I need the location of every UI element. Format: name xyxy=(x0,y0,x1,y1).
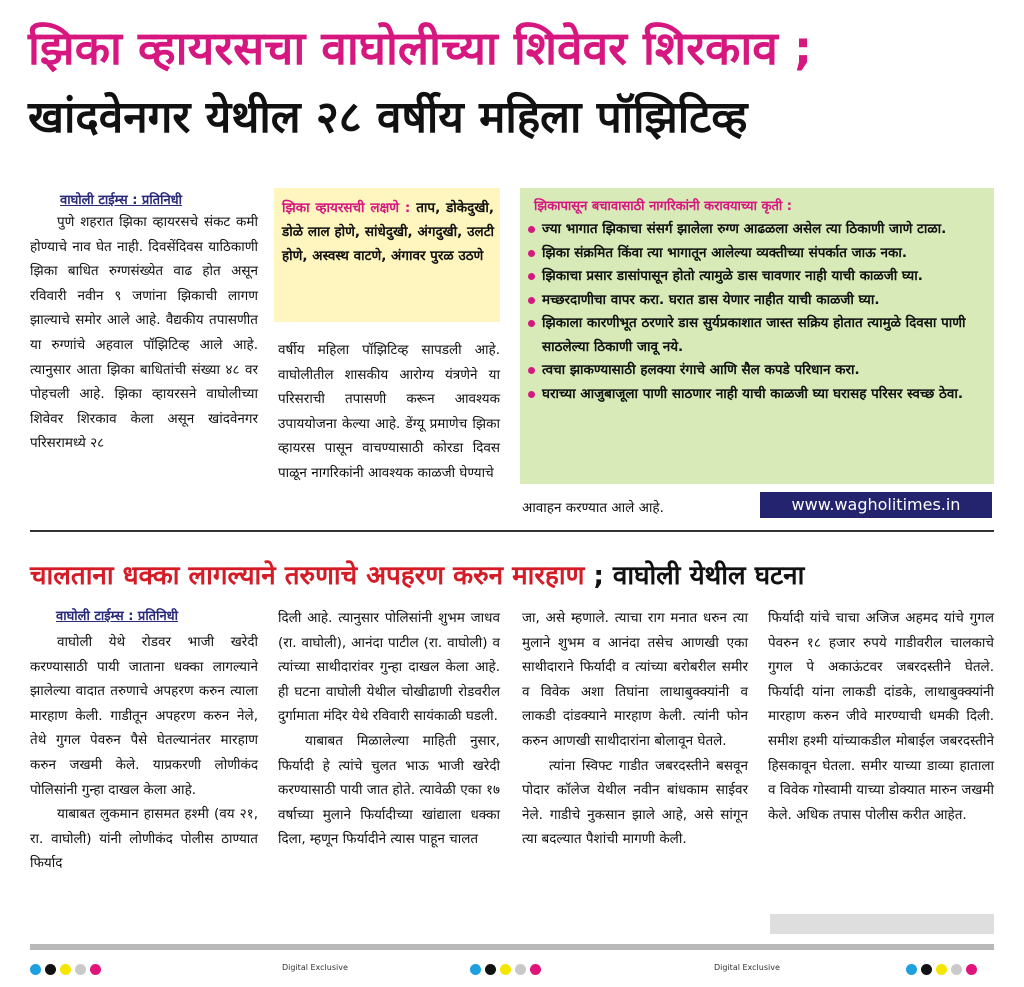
prevention-item: घराच्या आजुबाजूला पाणी साठणार नाही याची काळजी घ्या घरासह परिसर स्वच्छ ठेवा. xyxy=(528,383,984,407)
website-url[interactable]: www.wagholitimes.in xyxy=(760,492,992,518)
yellow-mark xyxy=(936,964,947,975)
prevention-title: झिकापासून बचावासाठी नागरिकांनी करावयाच्या कृती : xyxy=(534,199,792,214)
story2-col1-para1: वाघोली येथे रोडवर भाजी खरेदी करण्यासाठी पायी जाताना धक्का लागल्याने झालेल्या वादात तरुणाचे अपहरण करुन त्याला मारहाण केली. गाडीतून अपहरण करुन नेले, तेथे गुगल पेवरुन पैसे घेतल्यानंतर मारहाण करुन जखमी केले. याप्रकरणी लोणीकंद पोलिसांनी गुन्हा दाखल केला आहे. xyxy=(30,634,258,798)
footer-bar xyxy=(30,944,994,950)
prevention-box xyxy=(520,188,994,484)
story2-column-4 xyxy=(768,606,994,827)
symptoms-text-block xyxy=(282,196,494,268)
prevention-item: झिकाचा प्रसार डासांपासून होतो त्यामुळे डास चावणार नाही याची काळजी घ्या. xyxy=(528,265,984,289)
cyan-mark xyxy=(906,964,917,975)
main-headline-line2: खांदवेनगर येथील २८ वर्षीय महिला पॉझिटिव्ह xyxy=(28,92,748,143)
story2-col1-para2: याबाबत लुकमान हासमत हश्मी (वय २१, रा. वाघोली) यांनी लोणीकंद पोलीस ठाण्यात फिर्याद xyxy=(30,806,258,872)
story2-headline-sub: ; वाघोली येथील घटना xyxy=(593,561,805,591)
story1-col1-text: पुणे शहरात झिका व्हायरसचे संकट कमी होण्याचे नाव घेत नाही. दिवसेंदिवस याठिकाणी झिका बाधित रुग्णसंख्येत वाढ होत असून रविवारी नवीन ९ जणांना झिकाची लागण झाल्याचे समोर आले आहे. वैद्यकीय तपासणीत या रुग्णांचे अहवाल पॉझिटिव्ह आले आहे. त्यानुसार आता झिका बाधितांची संख्या ४८ वर पोहचली आहे. झिका व्हायरसने वाघोलीच्या शिवेवर शिरकाव केला असून खांदवेनगर परिसरामध्ये २८ xyxy=(30,214,258,452)
print-marks-left xyxy=(30,960,105,979)
symptoms-label: झिका व्हायरसची लक्षणे : xyxy=(282,200,411,216)
blank-ad-slot xyxy=(770,914,994,934)
bullet-icon xyxy=(528,297,535,304)
story2-column-1 xyxy=(30,630,258,876)
story2-col2-para1: दिली आहे. त्यानुसार पोलिसांनी शुभम जाधव (रा. वाघोली), आनंदा पाटील (रा. वाघोली) व त्यांच्या साथीदारांवर गुन्हा दाखल केला आहे. ही घटना वाघोली येथील चोखीढाणी रोडवरील दुर्गामाता मंदिर येथे रविवारी सायंकाळी घडली. xyxy=(278,610,500,725)
prevention-item: ज्या भागात झिकाचा संसर्ग झालेला रुग्ण आढळला असेल त्या ठिकाणी जाणे टाळा. xyxy=(528,218,984,242)
print-marks-center xyxy=(470,960,545,979)
prevention-item: मच्छरदाणीचा वापर करा. घरात डास येणार नाहीत याची काळजी घ्या. xyxy=(528,289,984,313)
symptoms-box xyxy=(274,188,500,322)
prevention-item: झिकाला कारणीभूत ठरणारे डास सुर्यप्रकाशात जास्त सक्रिय होतात त्यामुळे दिवसा पाणी साठलेल्या ठिकाणी जावू नये. xyxy=(528,312,984,359)
footer-label-left: Digital Exclusive xyxy=(282,963,348,972)
black-mark xyxy=(485,964,496,975)
symptoms-list: ताप, डोकेदुखी, डोळे लाल होणे, सांधेदुखी, अंगदुखी, उलटी होणे, अस्वस्थ वाटणे, अंगावर पुरळ उठणे xyxy=(282,200,494,264)
prevention-item: झिका संक्रमित किंवा त्या भागातून आलेल्या व्यक्तीच्या संपर्कात जाऊ नका. xyxy=(528,242,984,266)
story2-column-3 xyxy=(522,606,748,852)
bullet-icon xyxy=(528,250,535,257)
cyan-mark xyxy=(470,964,481,975)
yellow-mark xyxy=(60,964,71,975)
story1-byline: वाघोली टाईम्स : प्रतिनिधी xyxy=(60,193,183,208)
bullet-icon xyxy=(528,367,535,374)
bullet-icon xyxy=(528,391,535,398)
story2-column-2 xyxy=(278,606,500,852)
prevention-list xyxy=(528,218,984,406)
magenta-mark xyxy=(966,964,977,975)
magenta-mark xyxy=(530,964,541,975)
prevention-item: त्वचा झाकण्यासाठी हलक्या रंगाचे आणि सैल कपडे परिधान करा. xyxy=(528,359,984,383)
story2-headline-main: चालताना धक्का लागल्याने तरुणाचे अपहरण करुन मारहाण xyxy=(30,561,585,591)
black-mark xyxy=(921,964,932,975)
magenta-mark xyxy=(90,964,101,975)
black-mark xyxy=(45,964,56,975)
story2-headline xyxy=(30,558,804,594)
gray-mark xyxy=(515,964,526,975)
story1-column-1 xyxy=(30,210,258,456)
story2-col2-para2: याबाबत मिळालेल्या माहिती नुसार, फिर्यादी हे त्यांचे चुलत भाऊ भाजी खरेदी करण्यासाठी पायी जात होते. त्यावेळी एका १७ वर्षाच्या मुलाने फिर्यादीच्या खांद्याला धक्का दिला, म्हणून फिर्यादीने त्यास पाहून चालत xyxy=(278,732,500,848)
yellow-mark xyxy=(500,964,511,975)
story2-byline: वाघोली टाईम्स : प्रतिनिधी xyxy=(56,609,179,624)
gray-mark xyxy=(951,964,962,975)
bullet-icon xyxy=(528,273,535,280)
story1-col2-text: वर्षीय महिला पॉझिटिव्ह सापडली आहे. वाघोलीतील शासकीय आरोग्य यंत्रणेने या परिसराची तपासणी करून आवश्यक उपाययोजना केल्या आहे. डेंग्यू प्रमाणेच झिका व्हायरस पासून वाचण्यासाठी कोरडा दिवस पाळून नागरिकांनी आवश्यक काळजी घेण्याचे xyxy=(278,342,500,481)
gray-mark xyxy=(75,964,86,975)
cyan-mark xyxy=(30,964,41,975)
print-marks-right xyxy=(906,960,981,979)
section-divider xyxy=(30,530,994,532)
main-headline-line1: झिका व्हायरसचा वाघोलीच्या शिवेवर शिरकाव ; xyxy=(28,21,813,75)
bullet-icon xyxy=(528,226,535,233)
story2-col3-para2: त्यांना स्विफ्ट गाडीत जबरदस्तीने बसवून पोदार कॉलेज येथील नवीन बांधकाम साईवर नेले. गाडीचे नुकसान झाले आहे, असे सांगून त्या बदल्यात पैशांची मागणी केली. xyxy=(522,757,748,848)
story2-col4-para1: फिर्यादी यांचे चाचा अजिज अहमद यांचे गुगल पेवरुन १८ हजार रुपये गाडीवरील चालकाचे गुगल पे अकाऊंटवर जबरदस्तीने घेतले. फिर्यादी यांना लाकडी दांडके, लाथाबुक्क्यांनी मारहाण करुन जीवे मारण्याची धमकी दिली. समीश हश्मी यांच्याकडील मोबाईल जबरदस्तीने हिसकावून घेतला. समीर याच्या डाव्या हाताला व विवेक गोस्वामी याच्या डोक्यात मारुन जखमी केले. अधिक तपास पोलीस करीत आहेत. xyxy=(768,610,994,823)
story1-col3-text: आवाहन करण्यात आले आहे. xyxy=(522,500,664,516)
bullet-icon xyxy=(528,320,535,327)
story1-column-2 xyxy=(278,338,500,486)
story2-col3-para1: जा, असे म्हणाले. त्याचा राग मनात धरुन त्या मुलाने शुभम व आनंदा तसेच आणखी एका साथीदाराने फिर्यादी व त्यांच्या बरोबरील समीर व विवेक अशा तिघांना लाथाबुक्क्यांनी व लाकडी दांडक्याने मारहाण केली. त्यांनी फोन करुन आणखी साथीदारांना बोलावून घेतले. xyxy=(522,610,748,749)
footer-label-right: Digital Exclusive xyxy=(714,963,780,972)
story1-column-3 xyxy=(522,496,752,521)
